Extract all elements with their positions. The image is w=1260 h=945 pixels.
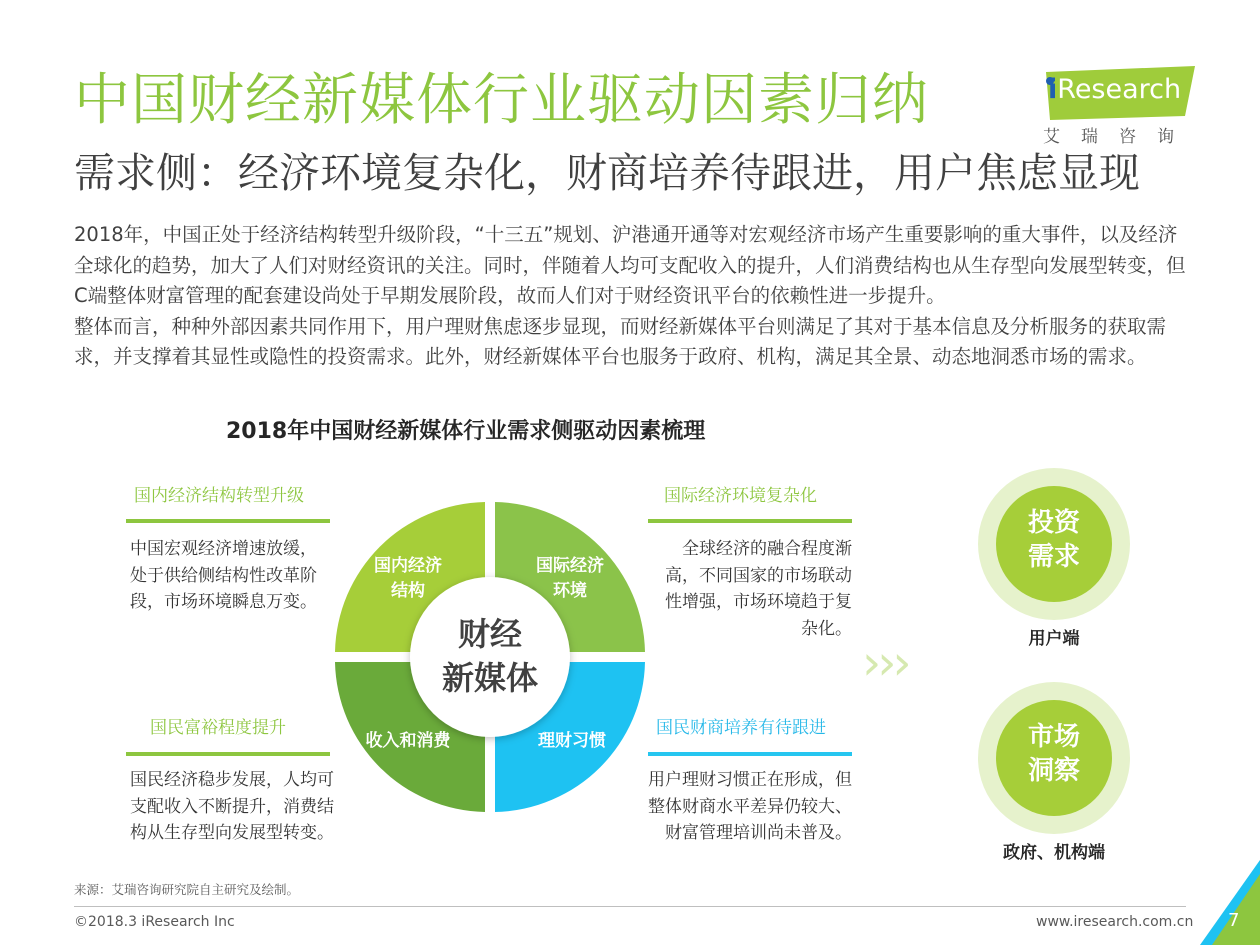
arrows-icon: ››› [862,635,908,691]
source-note: 来源：艾瑞咨询研究院自主研究及绘制。 [74,882,300,897]
factor-line: 财富管理培训尚未普及。 [665,823,852,843]
logo-brand-rest: Research [1057,74,1182,105]
intro-paragraph-1: 2018年，中国正处于经济结构转型升级阶段，“十三五”规划、沪港通开通等对宏观经济市场产生重要影响的重大事件，以及经济全球化的趋势，加大了人们对财经资讯的关注。同时，伴随着人均可支配收入的提升，人们消费结构也从生存型向发展型转变，但C端整体财富管理的配套建设尚处于早期发展阶段，故而人们对于财经资讯平台的依赖性进一步提升。 [74,223,1186,307]
outcome-label-line: 需求 [1027,542,1080,572]
factor-line: 段，市场环境瞬息万变。 [130,592,317,612]
factor-title-wealth: 国民富裕程度提升 [150,718,286,738]
quadrant-label-domestic [356,551,460,601]
outcome-label-line: 市场 [1027,722,1080,752]
copyright: ©2018.3 iResearch Inc [74,914,235,930]
logo-brand [1048,74,1181,105]
logo-brand-i: i [1048,74,1058,105]
factor-line: 国民经济稳步发展，人均可 [130,770,334,790]
factor-text-domestic [130,536,340,616]
factor-text-finance-literacy [630,767,852,847]
factor-text-wealth [130,767,350,847]
intro-text [74,220,1194,373]
quadrant-label-line: 国内经济 [374,556,442,576]
factor-bar-finance-literacy [648,752,852,756]
outcome-label-market [990,720,1118,788]
quadrant-label-international [518,551,622,601]
factor-title-international: 国际经济环境复杂化 [664,486,817,506]
factor-title-finance-literacy: 国民财商培养有待跟进 [656,718,826,738]
footer-divider [74,906,1186,907]
diagram-title: 2018年中国财经新媒体行业需求侧驱动因素梳理 [226,419,706,444]
factor-text-international [648,536,852,642]
factor-line: 处于供给侧结构性改革阶 [130,565,317,586]
factor-line: 支配收入不断提升，消费结 [130,796,334,817]
page-subtitle: 需求侧：经济环境复杂化，财商培养待跟进，用户焦虑显现 [74,149,1140,197]
quadrant-label-income: 收入和消费 [365,731,451,751]
factor-bar-domestic [126,519,330,523]
center-label-line1: 财经 [457,615,522,653]
center-label-line2: 新媒体 [441,659,538,697]
quadrant-label-finance-habit: 理财习惯 [538,731,606,751]
logo-brand-cn: 艾瑞咨询 [1043,127,1195,147]
factor-bar-international [648,519,852,523]
factor-bar-wealth [126,752,330,756]
factor-line: 构从生存型向发展型转变。 [130,823,334,843]
quadrant-label-line: 国际经济 [536,556,604,576]
page-number: 7 [1228,910,1240,931]
factor-line: 全球经济的融合程度渐 [682,539,852,559]
corner-decoration [1196,860,1260,945]
website-url[interactable]: www.iresearch.com.cn [1036,914,1194,930]
factor-line: 中国宏观经济增速放缓， [130,539,317,559]
outcome-caption-user: 用户端 [1028,629,1080,649]
factor-line: 杂化。 [801,618,852,639]
center-label [410,612,570,700]
factor-line: 用户理财习惯正在形成，但 [648,770,852,790]
quadrant-label-line: 结构 [391,581,425,601]
quadrant-label-line: 环境 [553,581,587,601]
factor-line: 性增强，市场环境趋于复 [665,592,852,612]
outcome-label-investment [990,506,1118,574]
intro-paragraph-2: 整体而言，种种外部因素共同作用下，用户理财焦虑逐步显现，而财经新媒体平台则满足了其对于基本信息及分析服务的获取需求，并支撑着其显性或隐性的投资需求。此外，财经新媒体平台也服务于政府、机构，满足其全景、动态地洞悉市场的需求。 [74,314,1167,368]
factor-line: 整体财商水平差异仍较大、 [648,796,852,817]
factor-title-domestic: 国内经济结构转型升级 [134,486,304,506]
outcome-label-line: 洞察 [1027,756,1080,786]
outcome-label-line: 投资 [1027,508,1080,538]
factor-line: 高，不同国家的市场联动 [665,565,852,586]
page-title: 中国财经新媒体行业驱动因素归纳 [74,68,929,133]
outcome-caption-gov: 政府、机构端 [1003,843,1105,863]
